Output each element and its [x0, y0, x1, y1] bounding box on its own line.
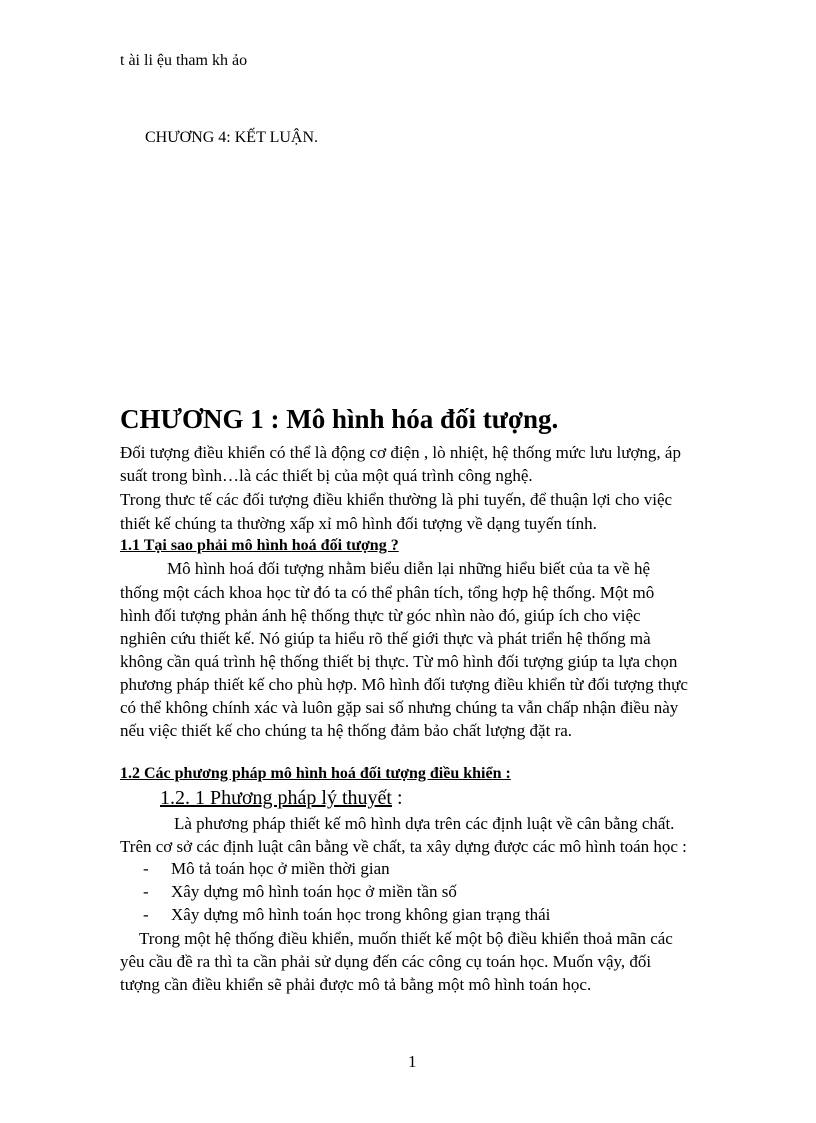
- bullet-dash: -: [143, 905, 149, 924]
- intro-line: Trong thưc tế các đối tượng điều khiển thường là phi tuyến, để thuận lợi cho việc: [120, 490, 673, 509]
- page-header: t ài li ệu tham kh ảo: [120, 52, 248, 69]
- section-1-1-heading: 1.1 Tại sao phải mô hình hoá đối tượng ?: [120, 537, 399, 554]
- list-item: [143, 882, 457, 902]
- section-1-1-line: Mô hình hoá đối tượng nhằm biểu diễn lại những hiểu biết của ta về hệ: [167, 559, 651, 578]
- closing-line: tượng cần điều khiển sẽ phải được mô tả bằng một mô hình toán học.: [120, 975, 592, 994]
- section-1-1-line: thống một cách khoa học từ đó ta có thể phân tích, tổng hợp hệ thống. Một mô: [120, 583, 655, 602]
- section-1-2-1-heading: [160, 787, 403, 810]
- section-1-1-line: nếu việc thiết kế cho chúng ta hệ thống đảm bảo chất lượng đặt ra.: [120, 721, 573, 740]
- page-number: 1: [408, 1052, 417, 1071]
- list-item: [143, 905, 550, 925]
- intro-line: Đối tượng điều khiển có thể là động cơ điện , lò nhiệt, hệ thống mức lưu lượng, áp: [120, 443, 681, 462]
- section-1-2-1-line: Là phương pháp thiết kế mô hình dựa trên các định luật về cân bằng chất.: [174, 814, 675, 833]
- section-1-1-line: hình đối tượng phản ánh hệ thống thực từ góc nhìn nào đó, giúp ích cho việc: [120, 606, 641, 625]
- section-1-1-line: nghiên cứu thiết kế. Nó giúp ta hiểu rõ thế giới thực và phát triển hệ thống mà: [120, 629, 651, 648]
- section-1-2-1-colon: :: [391, 787, 403, 809]
- intro-line: thiết kế chúng ta thường xấp xỉ mô hình đối tượng về dạng tuyến tính.: [120, 514, 597, 533]
- list-item-text: Xây dựng mô hình toán học ở miền tần số: [171, 882, 457, 901]
- bullet-dash: -: [143, 882, 149, 901]
- section-1-1-line: phương pháp thiết kế cho phù hợp. Mô hình đối tượng điều khiển từ đối tượng thực: [120, 675, 688, 694]
- section-1-2-1-line: Trên cơ sở các định luật cân bằng về chất, ta xây dựng được các mô hình toán học :: [120, 837, 687, 856]
- closing-line: yêu cầu đề ra thì ta cần phải sử dụng đến các công cụ toán học. Muốn vậy, đối: [120, 952, 652, 971]
- intro-line: suất trong bình…là các thiết bị của một quá trình công nghệ.: [120, 466, 533, 485]
- bullet-dash: -: [143, 859, 149, 878]
- closing-line: Trong một hệ thống điều khiển, muốn thiết kế một bộ điều khiển thoả mãn các: [139, 929, 673, 948]
- list-item-text: Xây dựng mô hình toán học trong không gian trạng thái: [171, 905, 551, 924]
- section-1-1-line: có thể không chính xác và luôn gặp sai số nhưng chúng ta vẫn chấp nhận điều này: [120, 698, 679, 717]
- section-1-2-heading: 1.2 Các phương pháp mô hình hoá đối tượng điều khiển :: [120, 765, 511, 782]
- section-1-1-line: không cần quá trình hệ thống thiết bị thực. Từ mô hình đối tượng giúp ta lựa chọn: [120, 652, 678, 671]
- section-1-2-1-title: 1.2. 1 Phương pháp lý thuyết: [160, 787, 392, 809]
- list-item: [143, 859, 390, 879]
- list-item-text: Mô tả toán học ở miền thời gian: [171, 859, 390, 878]
- chapter-4-title: CHƯƠNG 4: KẾT LUẬN.: [145, 129, 318, 146]
- chapter-1-title: CHƯƠNG 1 : Mô hình hóa đối tượng.: [120, 404, 559, 434]
